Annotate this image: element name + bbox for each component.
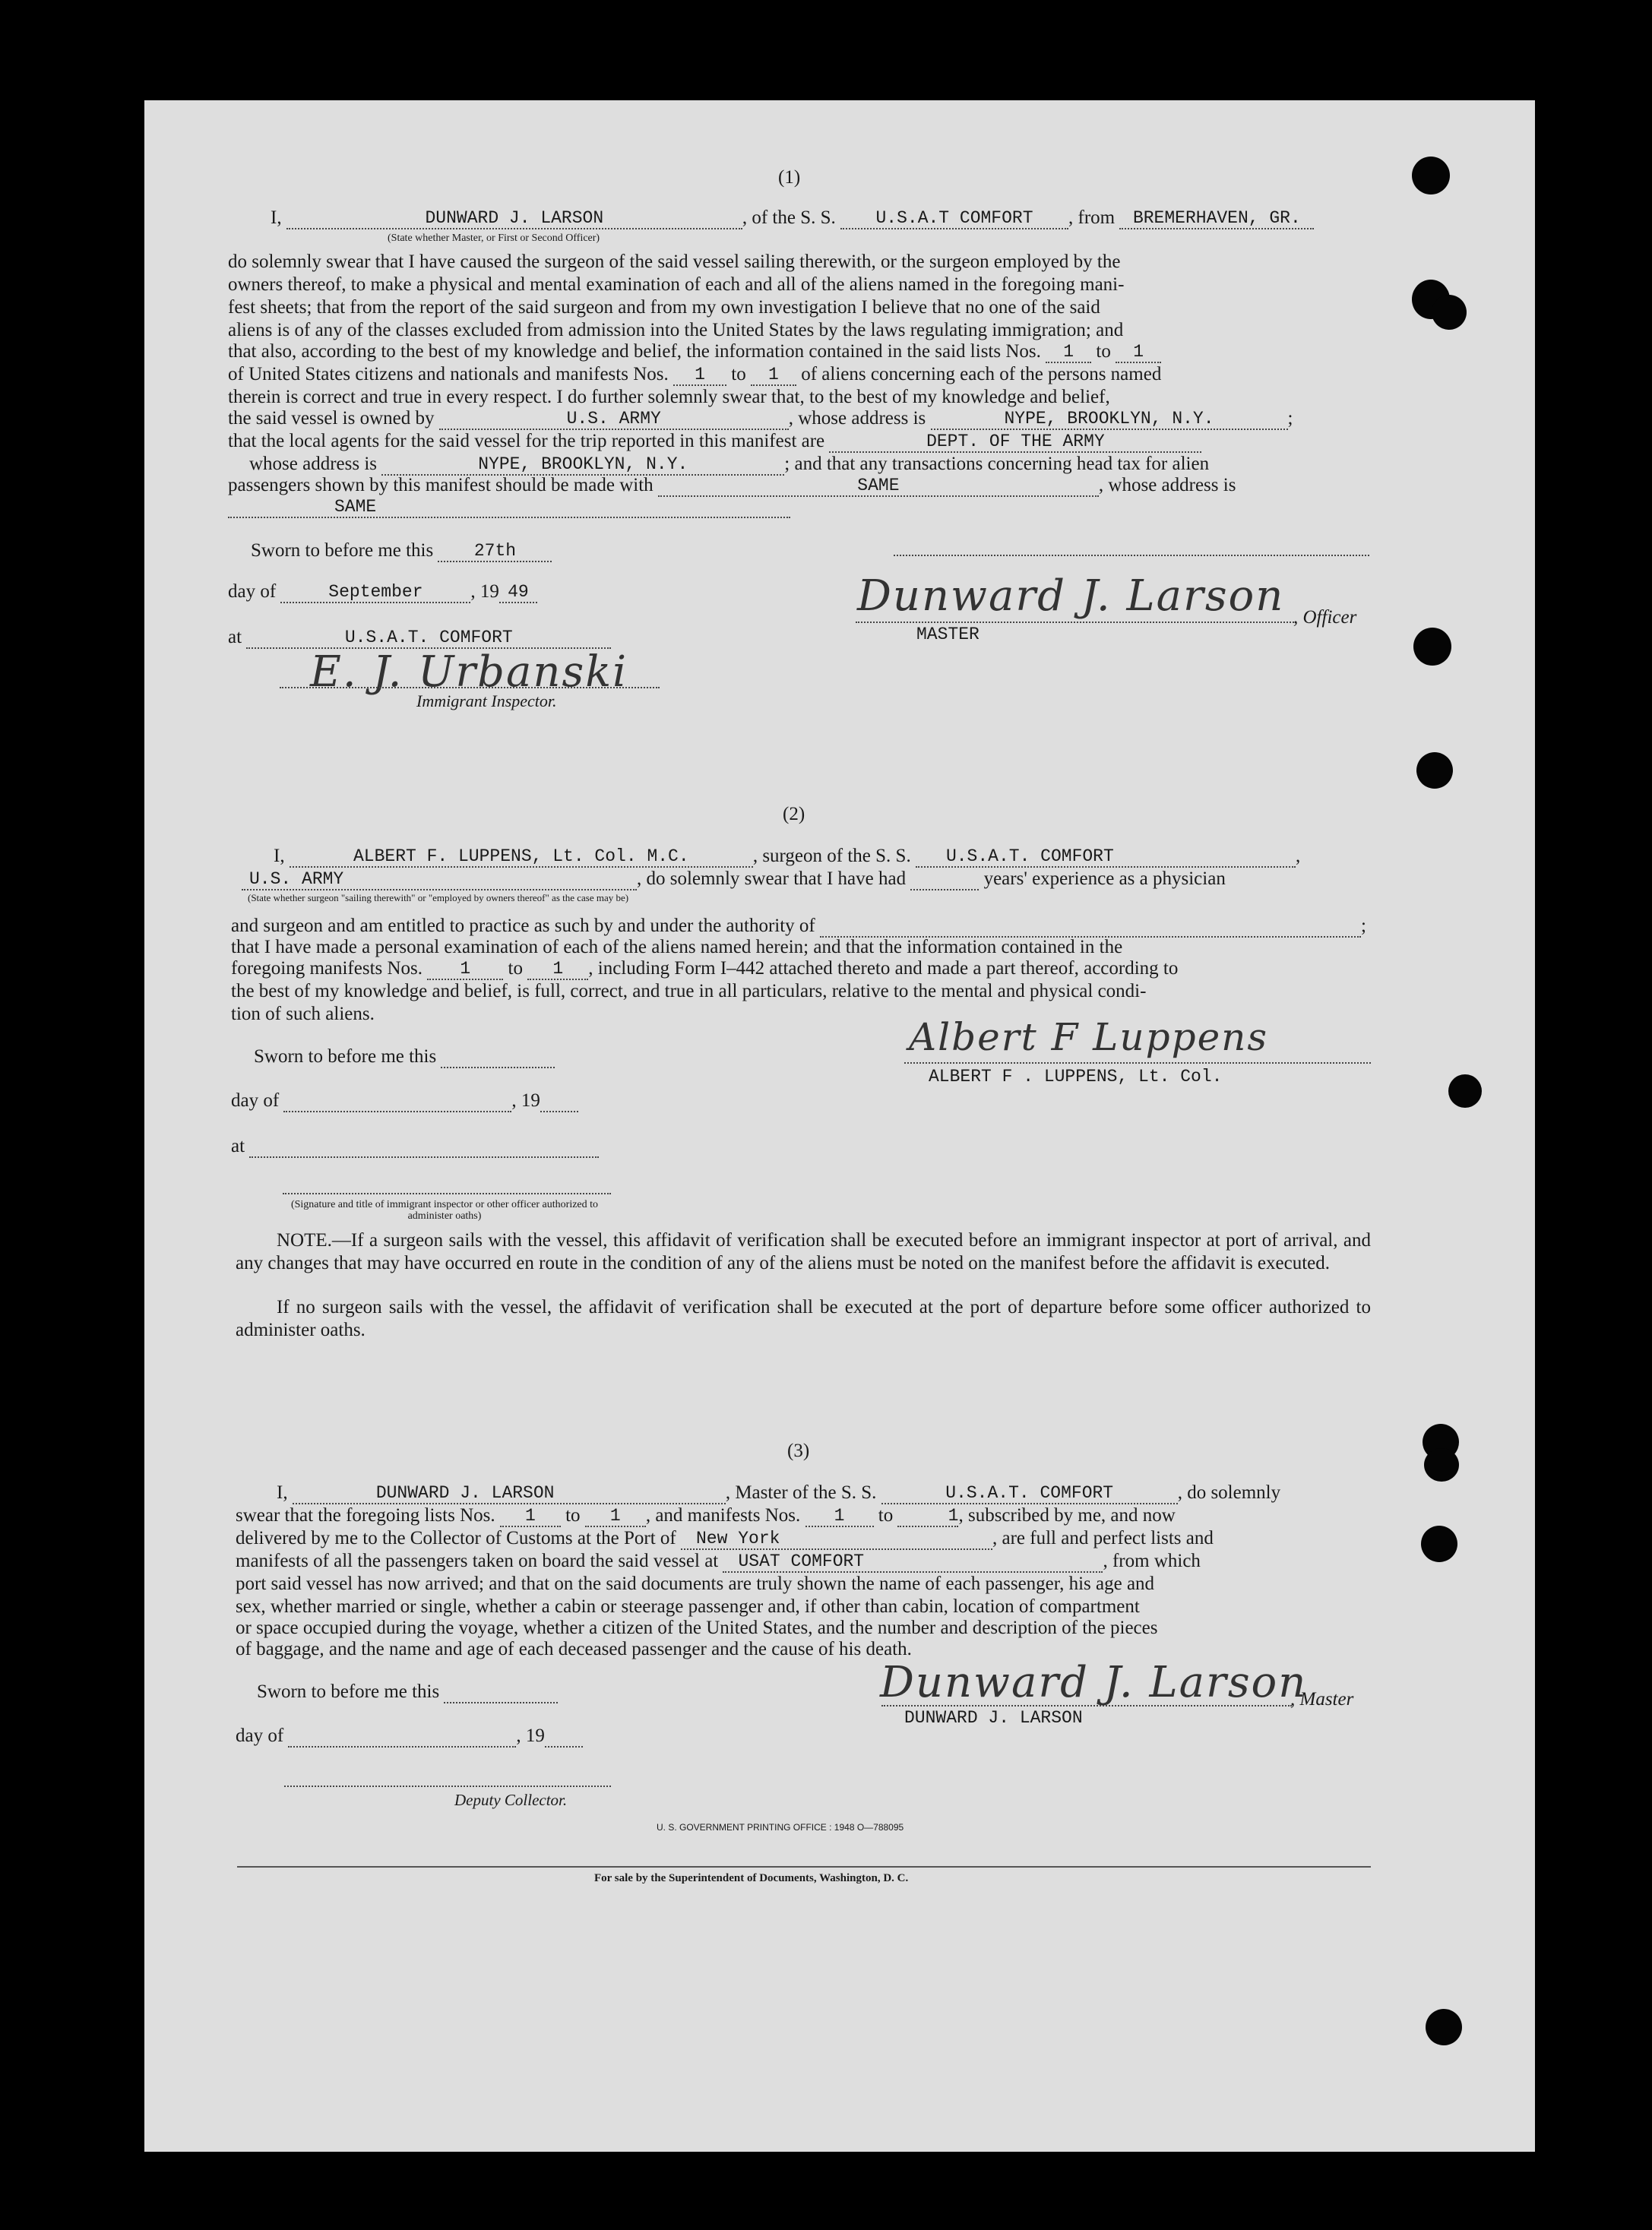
surgeon-name-field: ALBERT F. LUPPENS, Lt. Col. M.C. bbox=[290, 846, 753, 868]
officer-state-note: (State whether Master, or First or Second Officer) bbox=[388, 232, 600, 244]
s2-line: the best of my knowledge and belief, is full, correct, and true in all particulars, relative to the mental and physical condi- bbox=[231, 981, 1147, 1001]
s2-line: and surgeon and am entitled to practice as such by and under the authority of ; bbox=[231, 916, 1366, 936]
s3-line: delivered by me to the Collector of Customs at the Port of New York , are full and perfect lists and bbox=[236, 1528, 1214, 1548]
lists-from-field: 1 bbox=[1046, 342, 1091, 363]
officer-signature: Dunward J. Larson bbox=[857, 571, 1285, 621]
binder-hole bbox=[1424, 1448, 1459, 1482]
from-port-field: BREMERHAVEN, GR. bbox=[1119, 208, 1314, 229]
s1-line: the said vessel is owned by U.S. ARMY , whose address is NYPE, BROOKLYN, N.Y. ; bbox=[228, 408, 1293, 429]
s1-line: whose address is NYPE, BROOKLYN, N.Y. ; and that any transactions concerning head tax for alien bbox=[249, 454, 1210, 474]
surgeon-signature: Albert F Luppens bbox=[909, 1015, 1269, 1059]
s3-line: sex, whether married or single, whether a cabin or steerage passenger and, if other than cabin, location of compartment bbox=[236, 1596, 1140, 1617]
years-experience-field bbox=[910, 889, 979, 890]
head-tax-field: SAME bbox=[658, 476, 1099, 497]
s1-line: owners thereof, to make a physical and mental examination of each and all of the aliens named in the foregoing mani- bbox=[228, 274, 1125, 295]
inspector-label: Immigrant Inspector. bbox=[416, 691, 557, 710]
s2-manifests-to-field: 1 bbox=[527, 959, 588, 980]
s3-line: swear that the foregoing lists Nos. 1 to 1 , and manifests Nos. 1 to 1, subscribed by me, and now bbox=[236, 1505, 1176, 1526]
section-3-number: (3) bbox=[787, 1441, 810, 1461]
s3-lists-from-field: 1 bbox=[500, 1506, 561, 1527]
day-of-line-3: day of , 19 bbox=[236, 1725, 583, 1748]
s3-line: port said vessel has now arrived; and that on the said documents are truly shown the name of each passenger, his age and bbox=[236, 1574, 1155, 1594]
agents-field: DEPT. OF THE ARMY bbox=[829, 432, 1201, 453]
manifests-from-field: 1 bbox=[673, 365, 726, 386]
inspector-signature: E. J. Urbanski bbox=[310, 647, 628, 697]
binder-hole bbox=[1426, 2009, 1462, 2045]
s3-lists-to-field: 1 bbox=[585, 1506, 646, 1527]
manifests-to-field: 1 bbox=[751, 365, 796, 386]
s2-line: U.S. ARMY , do solemnly swear that I have had years' experience as a physician bbox=[242, 868, 1226, 890]
s1-line: do solemnly swear that I have caused the surgeon of the said vessel sailing therewith, or the surgeon employed by the bbox=[228, 251, 1121, 272]
s3-line: of baggage, and the name and age of each deceased passenger and the cause of his death. bbox=[236, 1639, 912, 1659]
s2-line: foregoing manifests Nos. 1 to 1 , including Form I–442 attached thereto and made a part thereof, according to bbox=[231, 958, 1179, 979]
s1-line: therein is correct and true in every respect. I do further solemnly swear that, to the best of my knowledge and belief, bbox=[228, 387, 1110, 407]
at-line-2: at bbox=[231, 1135, 599, 1158]
binder-hole bbox=[1413, 628, 1451, 666]
s3-line: manifests of all the passengers taken on board the said vessel at USAT COMFORT , from which bbox=[236, 1551, 1201, 1571]
sworn-line-2: Sworn to before me this bbox=[254, 1045, 555, 1068]
s1-line: passengers shown by this manifest should be made with SAME , whose address is bbox=[228, 475, 1236, 495]
s3-vessel-field: U.S.A.T. COMFORT bbox=[881, 1483, 1178, 1504]
s3-manifests-to-field: 1 bbox=[897, 1506, 958, 1527]
note-paragraph-1: NOTE.—If a surgeon sails with the vessel, this affidavit of verification shall be executed before an immigrant inspector at port of arrival, and any changes that may have occurred en route in the condition of any of the aliens must be noted on the manifest before the affidavit is executed. bbox=[236, 1230, 1371, 1273]
master-label: , Master bbox=[1290, 1689, 1354, 1710]
officer-name-field: DUNWARD J. LARSON bbox=[286, 208, 742, 229]
head-tax-address-field: SAME bbox=[228, 497, 790, 518]
taken-at-field: USAT COMFORT bbox=[723, 1552, 1103, 1573]
port-field: New York bbox=[681, 1529, 992, 1550]
sworn-line-3: Sworn to before me this bbox=[257, 1681, 558, 1703]
s2-signature-note: (Signature and title of immigrant inspector or other officer authorized to administer oaths) bbox=[290, 1199, 599, 1222]
note-paragraph-2: If no surgeon sails with the vessel, the affidavit of verification shall be executed at the port of departure before some officer authorized to administer oaths. bbox=[236, 1297, 1371, 1340]
s2-manifests-from-field: 1 bbox=[427, 959, 503, 980]
surgeon-vessel-field: U.S.A.T. COMFORT bbox=[916, 846, 1296, 868]
section-2-number: (2) bbox=[783, 804, 805, 824]
agents-address-field: NYPE, BROOKLYN, N.Y. bbox=[381, 454, 784, 476]
binder-hole bbox=[1416, 752, 1453, 789]
s2-line: tion of such aliens. bbox=[231, 1004, 375, 1024]
binder-hole bbox=[1448, 1074, 1482, 1108]
binder-hole bbox=[1432, 295, 1467, 330]
deputy-collector-label: Deputy Collector. bbox=[454, 1791, 568, 1809]
officer-label: , Officer bbox=[1293, 607, 1357, 628]
s2-line: that I have made a personal examination of each of the aliens named herein; and that the information contained in the bbox=[231, 937, 1123, 957]
master-label: MASTER bbox=[916, 625, 979, 644]
at-place-field: U.S.A.T. COMFORT bbox=[246, 628, 611, 649]
owner-field: U.S. ARMY bbox=[439, 409, 789, 430]
lists-to-field: 1 bbox=[1116, 342, 1161, 363]
s3-line-master: I, DUNWARD J. LARSON , Master of the S. S. U.S.A.T. COMFORT , do solemnly bbox=[277, 1482, 1281, 1503]
owner-address-field: NYPE, BROOKLYN, N.Y. bbox=[931, 409, 1288, 430]
s3-line: or space occupied during the voyage, whether a citizen of the United States, and the number and description of the pieces bbox=[236, 1618, 1158, 1638]
vessel-field: U.S.A.T COMFORT bbox=[840, 208, 1068, 229]
sworn-line-1: Sworn to before me this 27th bbox=[251, 539, 552, 562]
s1-line-officer: I, DUNWARD J. LARSON , of the S. S. U.S.A.T COMFORT , from BREMERHAVEN, GR. bbox=[271, 207, 1314, 229]
month-field: September bbox=[280, 582, 470, 603]
surgeon-state-note: (State whether surgeon "sailing therewith" or "employed by owners thereof" as the case may be) bbox=[248, 892, 629, 903]
master-signature: Dunward J. Larson bbox=[880, 1658, 1308, 1707]
binder-hole bbox=[1412, 157, 1450, 195]
s1-line: that the local agents for the said vessel for the trip reported in this manifest are DEPT. OF THE ARMY bbox=[228, 430, 1201, 453]
year-field: 49 bbox=[499, 582, 537, 603]
s1-line: of United States citizens and nationals and manifests Nos. 1 to 1 of aliens concerning each of the persons named bbox=[228, 364, 1162, 384]
s2-line-surgeon: I, ALBERT F. LUPPENS, Lt. Col. M.C. , surgeon of the S. S. U.S.A.T. COMFORT , bbox=[274, 846, 1301, 866]
day-of-line-1: day of September , 19 49 bbox=[228, 580, 537, 603]
sworn-day-field: 27th bbox=[438, 541, 552, 562]
s1-line: fest sheets; that from the report of the said surgeon and from my own investigation I believe that no one of the said bbox=[228, 297, 1100, 318]
surgeon-capacity-field: U.S. ARMY bbox=[242, 869, 637, 890]
binder-hole bbox=[1421, 1526, 1457, 1562]
sale-notice: For sale by the Superintendent of Documents, Washington, D. C. bbox=[594, 1872, 909, 1884]
gpo-imprint: U. S. GOVERNMENT PRINTING OFFICE : 1948 O—788095 bbox=[657, 1822, 904, 1833]
s1-line: aliens is of any of the classes excluded from admission into the United States by the laws regulating immigration; and bbox=[228, 320, 1124, 340]
s1-line: that also, according to the best of my knowledge and belief, the information contained in the said lists Nos. 1 to 1 bbox=[228, 340, 1161, 363]
at-line-1: at U.S.A.T. COMFORT bbox=[228, 626, 611, 649]
master-name-field: DUNWARD J. LARSON bbox=[293, 1483, 726, 1504]
surgeon-typed-name: ALBERT F . LUPPENS, Lt. Col. bbox=[929, 1067, 1223, 1087]
section-1-number: (1) bbox=[778, 167, 801, 188]
s3-manifests-from-field: 1 bbox=[805, 1506, 874, 1527]
master-typed-name: DUNWARD J. LARSON bbox=[904, 1708, 1083, 1728]
day-of-line-2: day of , 19 bbox=[231, 1090, 578, 1112]
